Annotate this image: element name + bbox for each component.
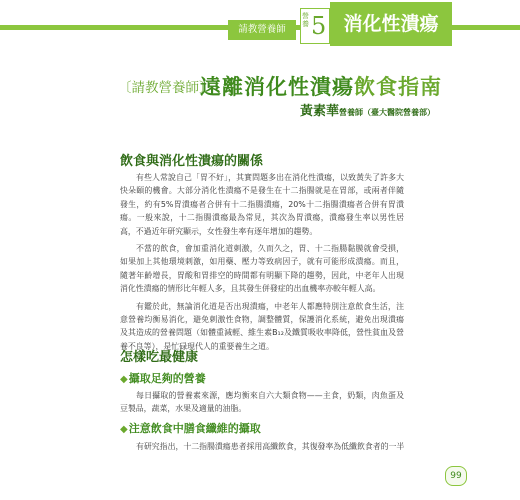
section-title-tab: 消化性潰瘍 bbox=[330, 2, 452, 46]
section-body bbox=[120, 389, 404, 420]
chapter-marker bbox=[300, 8, 330, 44]
article-title bbox=[200, 71, 442, 101]
paragraph: 每日攝取的營養素來源，應均衡來自六大類食物——主食，奶類，肉魚蛋及豆製品，蔬菜，水果及適量的油脂。 bbox=[120, 391, 404, 414]
article-title-main: 遠離消化性潰瘍 bbox=[200, 75, 354, 99]
subsection-title: 注意飲食中膳食纖維的攝取 bbox=[128, 422, 261, 435]
chapter-number: 5 bbox=[311, 12, 327, 40]
article-title-highlight: 飲食指南 bbox=[354, 75, 442, 99]
author-role: 營養師（臺大醫院營養部） bbox=[339, 107, 436, 117]
header-small-tag: 請教營養師 bbox=[228, 20, 296, 40]
paragraph: 有研究指出，十二指腸潰瘍患者採用高纖飲食，其復發率為低纖飲食者的一半 bbox=[136, 442, 405, 451]
section-body bbox=[120, 440, 410, 457]
paragraph: 不當的飲食，會加重消化道刺激，久而久之，胃、十二指腸黏膜就會受損，如果加上其他環境刺激，如用藥、壓力等致病因子，就有可能形成潰瘍。而且，隨著年齡增長，胃酸和胃排空的時間都有明顯下降的趨勢，因此，中老年人出現消化性潰瘍的情形比年輕人多，且其發生併發症的出血機率亦較年輕人高。 bbox=[120, 244, 404, 294]
section-heading: 飲食與消化性潰瘍的關係 bbox=[120, 154, 264, 169]
subsection-title: 攝取足夠的營養 bbox=[128, 372, 206, 385]
diamond-bullet-icon: ◆ bbox=[120, 424, 128, 435]
page-number: 99 bbox=[445, 466, 467, 486]
subsection-heading bbox=[120, 420, 261, 436]
chapter-label: 營養 bbox=[302, 12, 309, 28]
author-line bbox=[300, 100, 435, 119]
article-kicker: 〔請教營養師〕 bbox=[118, 80, 213, 96]
section-body bbox=[120, 171, 404, 357]
author-name: 黃素華 bbox=[300, 104, 340, 119]
subsection-heading bbox=[120, 370, 206, 386]
paragraph: 有鑑於此，無論消化道是否出現潰瘍，中老年人都應特別注意飲食生活，注意營養均衡易消化，避免刺激性食物，調整體質，保護消化系統，避免出現潰瘍及其造成的營養問題（如體重減輕、維生素B₁₂及鐵質吸收率降低，營性貧血及營養不良等），是忙碌現代人的重要養生之道。 bbox=[120, 301, 404, 351]
paragraph: 有些人常說自己「胃不好」，其實問題多出在消化性潰瘍，以致黃失了許多大快朵頤的機會。大部分消化性潰瘍不是發生在十二指腸就是在胃部，或兩者伴隨發生，約有5%胃潰瘍者合併有十二指腸潰瘍，20%十二指腸潰瘍者合併有胃潰瘍。一般來說，十二指腸潰瘍最為常見，其次為胃潰瘍，潰瘍發生率以男性居高，不過近年研究顯示，女性發生率有逐年增加的趨勢。 bbox=[120, 173, 404, 236]
section-heading: 怎樣吃最健康 bbox=[120, 350, 199, 365]
diamond-bullet-icon: ◆ bbox=[120, 374, 128, 385]
